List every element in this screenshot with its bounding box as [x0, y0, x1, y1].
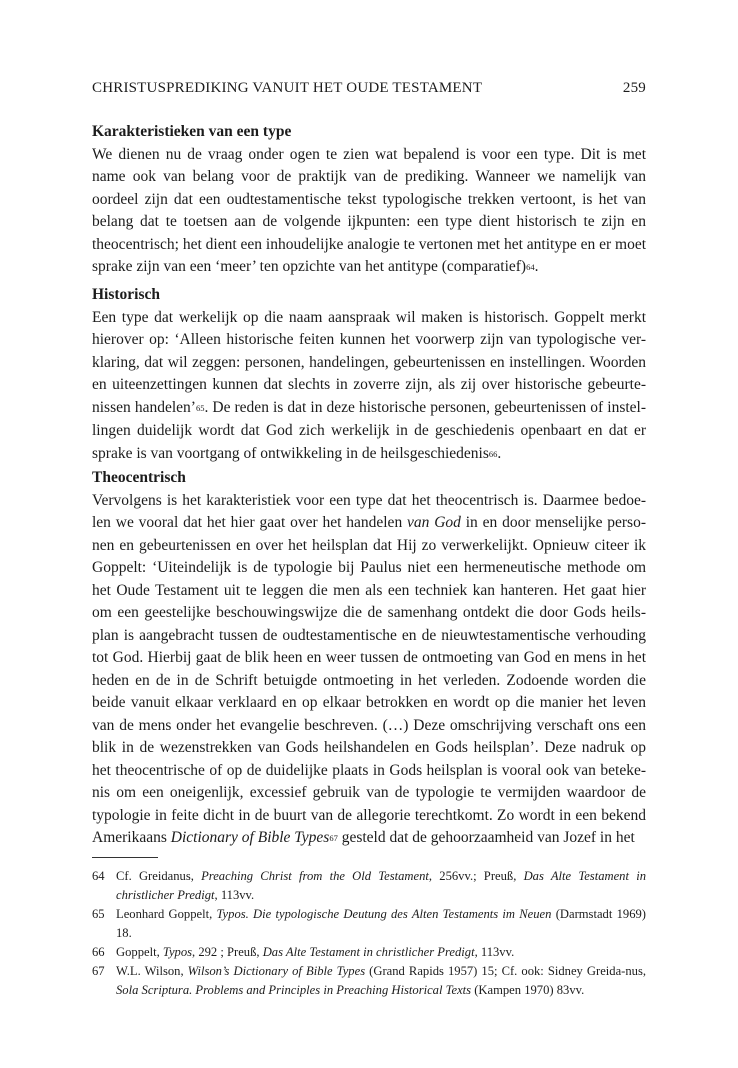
section-theocentrisch — [92, 467, 646, 851]
footnote — [92, 867, 646, 905]
running-head-container — [92, 77, 646, 99]
running-head — [92, 77, 646, 99]
footnote-ref: 67 — [329, 833, 338, 844]
footnote-ref: 65 — [195, 402, 205, 413]
footnote-text: W.L. Wilson, Wilson’s Dictionary of Bible Types (Grand Rapids 1957) 15; Cf. ook: Sidney Greida-nus, Sola Scriptura. Problems and Principles in Preaching Historical Texts (Kampen 1970) 83vv. — [116, 964, 647, 997]
footnote-text: Cf. Greidanus, Preaching Christ from the Old Testament, 256vv.; Preuß, Das Alte Testament in christlicher Predigt, 113vv. — [116, 869, 646, 902]
footnote — [92, 905, 646, 943]
footnote-number: 65 — [92, 907, 105, 921]
paragraph: We dienen nu de vraag onder ogen te zien wat bepalend is voor een type. Dit is met name ook van belang voor de praktijk van de prediking. Wanneer we namelijk van oordeel zijn dat een oudtestamentische tekst typologische trekken vertoont, is het van belang dat te toetsen aan de volgende ijkpunten: een type dient historisch te zijn en theocentrisch; het dient een inhoudelijke analogie te vertonen met het antitype en er moet sprake zijn van een ‘meer’ ten opzichte van het antitype (comparatief)$^{64}$. — [92, 145, 646, 275]
section-heading: Theocentrisch — [92, 469, 186, 486]
paragraph: Een type dat werkelijk op die naam aanspraak wil maken is historisch. Goppelt merkt hierover op: ‘Alleen historische feiten kunnen het voorwerp zijn van typologische ver-klaring, dat wil zeggen: personen, handelingen, gebeurtenissen en instellingen. Woorden en uiteenzettingen kunnen dat slechts in zoverre zijn, als zij over historische gebeurte-nissen handelen’$^{65}$. De reden is dat in deze historische personen, gebeurtenissen of instel-lingen duidelijk wordt dat God zich werkelijk in de geschiedenis openbaart en dat er sprake is van voortgang of ontwikkeling in de heilsgeschiedenis$^{66}$. — [92, 308, 646, 462]
section-karakteristieken — [92, 121, 646, 280]
section-heading: Karakteristieken van een type — [92, 123, 292, 140]
footnote-ref: 64 — [526, 262, 535, 273]
footnote-ref: 66 — [488, 448, 498, 459]
section-historisch — [92, 284, 646, 466]
footnote-text: Leonhard Goppelt, Typos. Die typologische Deutung des Alten Testaments im Neuen (Darmstadt 1969) 18. — [116, 907, 646, 940]
footnotes — [92, 867, 646, 1000]
page-number: 259 — [622, 80, 646, 96]
paragraph: Vervolgens is het karakteristiek voor een type dat het theocentrisch is. Daarmee bedoe-len we vooral dat het hier gaat over het handelen van God in en door menselijke perso-nen en gebeurtenissen en over het heilsplan dat Hij zo verwerkelijkt. Opnieuw citeer ik Goppelt: ‘Uiteindelijk is de typologie bij Paulus niet een hermeneutische methode om het Oude Testament uit te leggen die men als een techniek kan hanteren. Het gaat hier om een geestelijke beschouwingswijze die de samenhang ontdekt die door Gods heils-plan is aangebracht tussen de oudtestamentische en de nieuwtestamentische verhouding tot God. Hierbij gaat de blik heen en weer tussen de ontmoeting van God en mens in het heden en de in de Schrift betuigde ontmoeting in het verleden. Zodoende worden die beide vanuit elkaar verklaard en op elkaar betrokken en wordt op die manier het leven van de mens onder het evangelie beschreven. (…) Deze omschrijving verschaft ons een blik in de wezenstrekken van Gods heilshandelen en Gods heilsplan’. Deze nadruk op het theocentrische of op de duidelijke plaats in Gods heilsplan is vooral ook van beteke-nis om een oneigenlijk, excessief gebruik van de typologie te vermijden waardoor de typologie in feite dicht in de buurt van de allegorie terechtkomt. Zo wordt in een bekend Amerikaans Dictionary of Bible Types$^{67}$ gesteld dat de gehoorzaamheid van Jozef in het — [92, 491, 646, 846]
section-heading: Historisch — [92, 286, 161, 303]
footnote-number: 67 — [92, 964, 105, 978]
footnote — [92, 962, 646, 1000]
footnote-divider — [92, 857, 158, 858]
footnote-number: 64 — [92, 869, 105, 883]
footnote — [92, 943, 646, 962]
running-head-title: CHRISTUSPREDIKING VANUIT HET OUDE TESTAMENT — [92, 80, 483, 96]
footnote-number: 66 — [92, 945, 105, 959]
footnote-text: Goppelt, Typos, 292 ; Preuß, Das Alte Testament in christlicher Predigt, 113vv. — [116, 945, 515, 959]
